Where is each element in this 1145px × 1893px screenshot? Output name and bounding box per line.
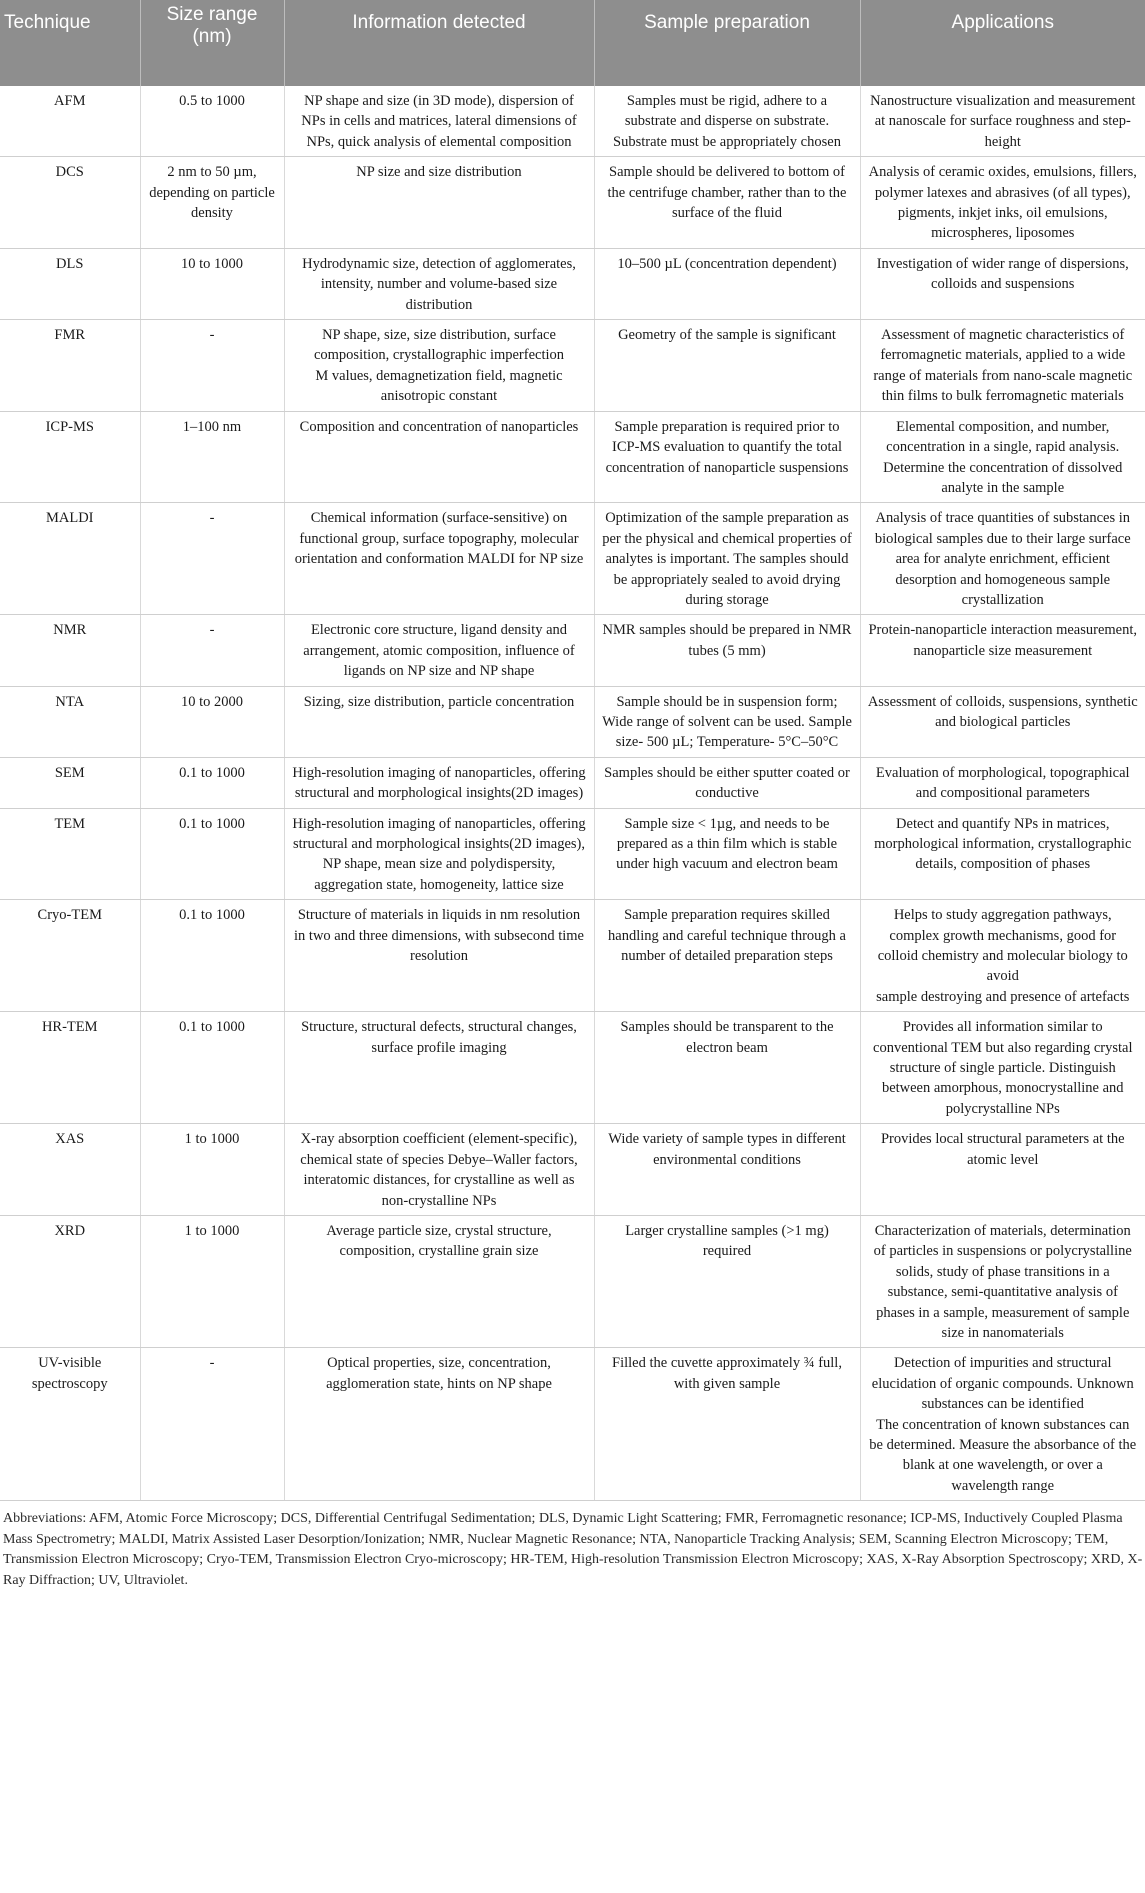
sample-preparation-cell: Sample should be delivered to bottom of the centrifuge chamber, rather than to the surface of the fluid (594, 157, 860, 249)
technique-cell: HR-TEM (0, 1012, 140, 1124)
applications-cell: Provides local structural parameters at the atomic level (860, 1124, 1145, 1216)
table-row (0, 86, 1145, 157)
sample-preparation-cell: Samples should be transparent to the electron beam (594, 1012, 860, 1124)
size-range-cell: - (140, 615, 284, 686)
sample-preparation-cell: Geometry of the sample is significant (594, 320, 860, 412)
size-range-cell: 10 to 1000 (140, 248, 284, 319)
sample-preparation-cell: Sample preparation is required prior to ICP-MS evaluation to quantify the total concentration of nanoparticle suspensions (594, 411, 860, 503)
table-row (0, 1012, 1145, 1124)
applications-cell: Detect and quantify NPs in matrices, morphological information, crystallographic details, composition of phases (860, 808, 1145, 900)
technique-cell: AFM (0, 86, 140, 157)
applications-cell: Protein-nanoparticle interaction measurement, nanoparticle size measurement (860, 615, 1145, 686)
table-row (0, 157, 1145, 249)
sample-preparation-cell: 10–500 µL (concentration dependent) (594, 248, 860, 319)
table-row (0, 757, 1145, 808)
applications-cell: Assessment of magnetic characteristics of ferromagnetic materials, applied to a wide range of materials from nano-scale magnetic thin films to bulk ferromagnetic materials (860, 320, 1145, 412)
header-technique: Technique (0, 0, 140, 86)
sample-preparation-cell: Wide variety of sample types in different environmental conditions (594, 1124, 860, 1216)
table-row (0, 503, 1145, 615)
table-row (0, 1124, 1145, 1216)
information-cell: Average particle size, crystal structure, composition, crystalline grain size (284, 1215, 594, 1347)
sample-preparation-cell: Sample should be in suspension form; Wide range of solvent can be used. Sample size- 500 µL; Temperature- 5°C–50°C (594, 686, 860, 757)
information-cell: High-resolution imaging of nanoparticles, offering structural and morphological insights(2D images) (284, 757, 594, 808)
header-applications: Applications (860, 0, 1145, 86)
sample-preparation-cell: Larger crystalline samples (>1 mg) required (594, 1215, 860, 1347)
size-range-cell: 0.5 to 1000 (140, 86, 284, 157)
sample-preparation-cell: Optimization of the sample preparation as per the physical and chemical properties of analytes is important. The samples should be appropriately sealed to avoid drying during storage (594, 503, 860, 615)
technique-cell: Cryo-TEM (0, 900, 140, 1012)
technique-cell: XAS (0, 1124, 140, 1216)
technique-cell: TEM (0, 808, 140, 900)
table-row (0, 615, 1145, 686)
header-row (0, 0, 1145, 86)
information-cell: X-ray absorption coefficient (element-specific), chemical state of species Debye–Waller factors, interatomic distances, for crystalline as well as non-crystalline NPs (284, 1124, 594, 1216)
applications-cell: Evaluation of morphological, topographical and compositional parameters (860, 757, 1145, 808)
applications-cell: Investigation of wider range of dispersions, colloids and suspensions (860, 248, 1145, 319)
technique-cell: DLS (0, 248, 140, 319)
technique-cell: FMR (0, 320, 140, 412)
information-cell: Sizing, size distribution, particle concentration (284, 686, 594, 757)
table-row (0, 686, 1145, 757)
technique-cell: ICP-MS (0, 411, 140, 503)
technique-cell: MALDI (0, 503, 140, 615)
technique-cell: UV-visible spectroscopy (0, 1348, 140, 1501)
technique-cell: SEM (0, 757, 140, 808)
header-size-range: Size range (nm) (140, 0, 284, 86)
sample-preparation-cell: Sample size < 1µg, and needs to be prepared as a thin film which is stable under high vacuum and electron beam (594, 808, 860, 900)
size-range-cell: - (140, 503, 284, 615)
sample-preparation-cell: Filled the cuvette approximately ¾ full, with given sample (594, 1348, 860, 1501)
applications-cell: Provides all information similar to conventional TEM but also regarding crystal structure of single particle. Distinguish between amorphous, monocrystalline and polycrystalline NPs (860, 1012, 1145, 1124)
size-range-cell: 0.1 to 1000 (140, 808, 284, 900)
size-range-cell: 0.1 to 1000 (140, 1012, 284, 1124)
abbreviations-footnote: Abbreviations: AFM, Atomic Force Microscopy; DCS, Differential Centrifugal Sedimentation; DLS, Dynamic Light Scattering; FMR, Ferromagnetic resonance; ICP-MS, Inductively Coupled Plasma Mass Spectrometry; MALDI, Matrix Assisted Laser Desorption/Ionization; NMR, Nuclear Magnetic Resonance; NTA, Nanoparticle Tracking Analysis; SEM, Scanning Electron Microscopy; TEM, Transmission Electron Microscopy; Cryo-TEM, Transmission Electron Cryo-microscopy; HR-TEM, High-resolution Transmission Electron Microscopy; XAS, X-Ray Absorption Spectroscopy; XRD, X-Ray Diffraction; UV, Ultraviolet. (3, 1511, 1143, 1588)
information-cell: Electronic core structure, ligand density and arrangement, atomic composition, influence of ligands on NP size and NP shape (284, 615, 594, 686)
applications-cell: Detection of impurities and structural elucidation of organic compounds. Unknown substances can be identified The concentration of known substances can be determined. Measure the absorbance of the blank at one wavelength, or over a wavelength range (860, 1348, 1145, 1501)
applications-cell: Characterization of materials, determination of particles in suspensions or polycrystalline solids, study of phase transitions in a substance, semi-quantitative analysis of phases in a sample, measurement of sample size in nanomaterials (860, 1215, 1145, 1347)
information-cell: Chemical information (surface-sensitive) on functional group, surface topography, molecular orientation and conformation MALDI for NP size (284, 503, 594, 615)
information-cell: NP shape and size (in 3D mode), dispersion of NPs in cells and matrices, lateral dimensions of NPs, quick analysis of elemental composition (284, 86, 594, 157)
size-range-cell: 1–100 nm (140, 411, 284, 503)
technique-cell: NMR (0, 615, 140, 686)
sample-preparation-cell: Sample preparation requires skilled handling and careful technique through a number of detailed preparation steps (594, 900, 860, 1012)
size-range-cell: - (140, 1348, 284, 1501)
table-row (0, 411, 1145, 503)
applications-cell: Analysis of ceramic oxides, emulsions, fillers, polymer latexes and abrasives (of all types), pigments, inkjet inks, oil emulsions, microspheres, liposomes (860, 157, 1145, 249)
size-range-cell: - (140, 320, 284, 412)
information-cell: Optical properties, size, concentration, agglomeration state, hints on NP shape (284, 1348, 594, 1501)
information-cell: Hydrodynamic size, detection of agglomerates, intensity, number and volume-based size distribution (284, 248, 594, 319)
applications-cell: Assessment of colloids, suspensions, synthetic and biological particles (860, 686, 1145, 757)
header-information-detected: Information detected (284, 0, 594, 86)
table-row (0, 808, 1145, 900)
size-range-cell: 2 nm to 50 µm, depending on particle density (140, 157, 284, 249)
table-body (0, 86, 1145, 1501)
information-cell: Structure of materials in liquids in nm resolution in two and three dimensions, with subsecond time resolution (284, 900, 594, 1012)
table-row (0, 900, 1145, 1012)
size-range-cell: 1 to 1000 (140, 1124, 284, 1216)
sample-preparation-cell: Samples should be either sputter coated or conductive (594, 757, 860, 808)
technique-cell: XRD (0, 1215, 140, 1347)
applications-cell: Analysis of trace quantities of substances in biological samples due to their large surface area for analyte enrichment, efficient desorption and homogeneous sample crystallization (860, 503, 1145, 615)
size-range-cell: 0.1 to 1000 (140, 757, 284, 808)
applications-cell: Elemental composition, and number, concentration in a single, rapid analysis. Determine the concentration of dissolved analyte in the sample (860, 411, 1145, 503)
size-range-cell: 1 to 1000 (140, 1215, 284, 1347)
technique-cell: NTA (0, 686, 140, 757)
information-cell: NP shape, size, size distribution, surface composition, crystallographic imperfection M values, demagnetization field, magnetic anisotropic constant (284, 320, 594, 412)
table-row (0, 1215, 1145, 1347)
information-cell: Structure, structural defects, structural changes, surface profile imaging (284, 1012, 594, 1124)
information-cell: NP size and size distribution (284, 157, 594, 249)
table-row (0, 320, 1145, 412)
applications-cell: Nanostructure visualization and measurement at nanoscale for surface roughness and step-height (860, 86, 1145, 157)
sample-preparation-cell: NMR samples should be prepared in NMR tubes (5 mm) (594, 615, 860, 686)
technique-cell: DCS (0, 157, 140, 249)
sample-preparation-cell: Samples must be rigid, adhere to a substrate and disperse on substrate. Substrate must be appropriately chosen (594, 86, 860, 157)
table-header (0, 0, 1145, 86)
applications-cell: Helps to study aggregation pathways, complex growth mechanisms, good for colloid chemistry and molecular biology to avoid sample destroying and presence of artefacts (860, 900, 1145, 1012)
information-cell: Composition and concentration of nanoparticles (284, 411, 594, 503)
size-range-cell: 10 to 2000 (140, 686, 284, 757)
header-sample-preparation: Sample preparation (594, 0, 860, 86)
information-cell: High-resolution imaging of nanoparticles, offering structural and morphological insights(2D images), NP shape, mean size and polydispersity, aggregation state, homogeneity, lattice size (284, 808, 594, 900)
table-row (0, 1348, 1145, 1501)
table-row (0, 248, 1145, 319)
size-range-cell: 0.1 to 1000 (140, 900, 284, 1012)
